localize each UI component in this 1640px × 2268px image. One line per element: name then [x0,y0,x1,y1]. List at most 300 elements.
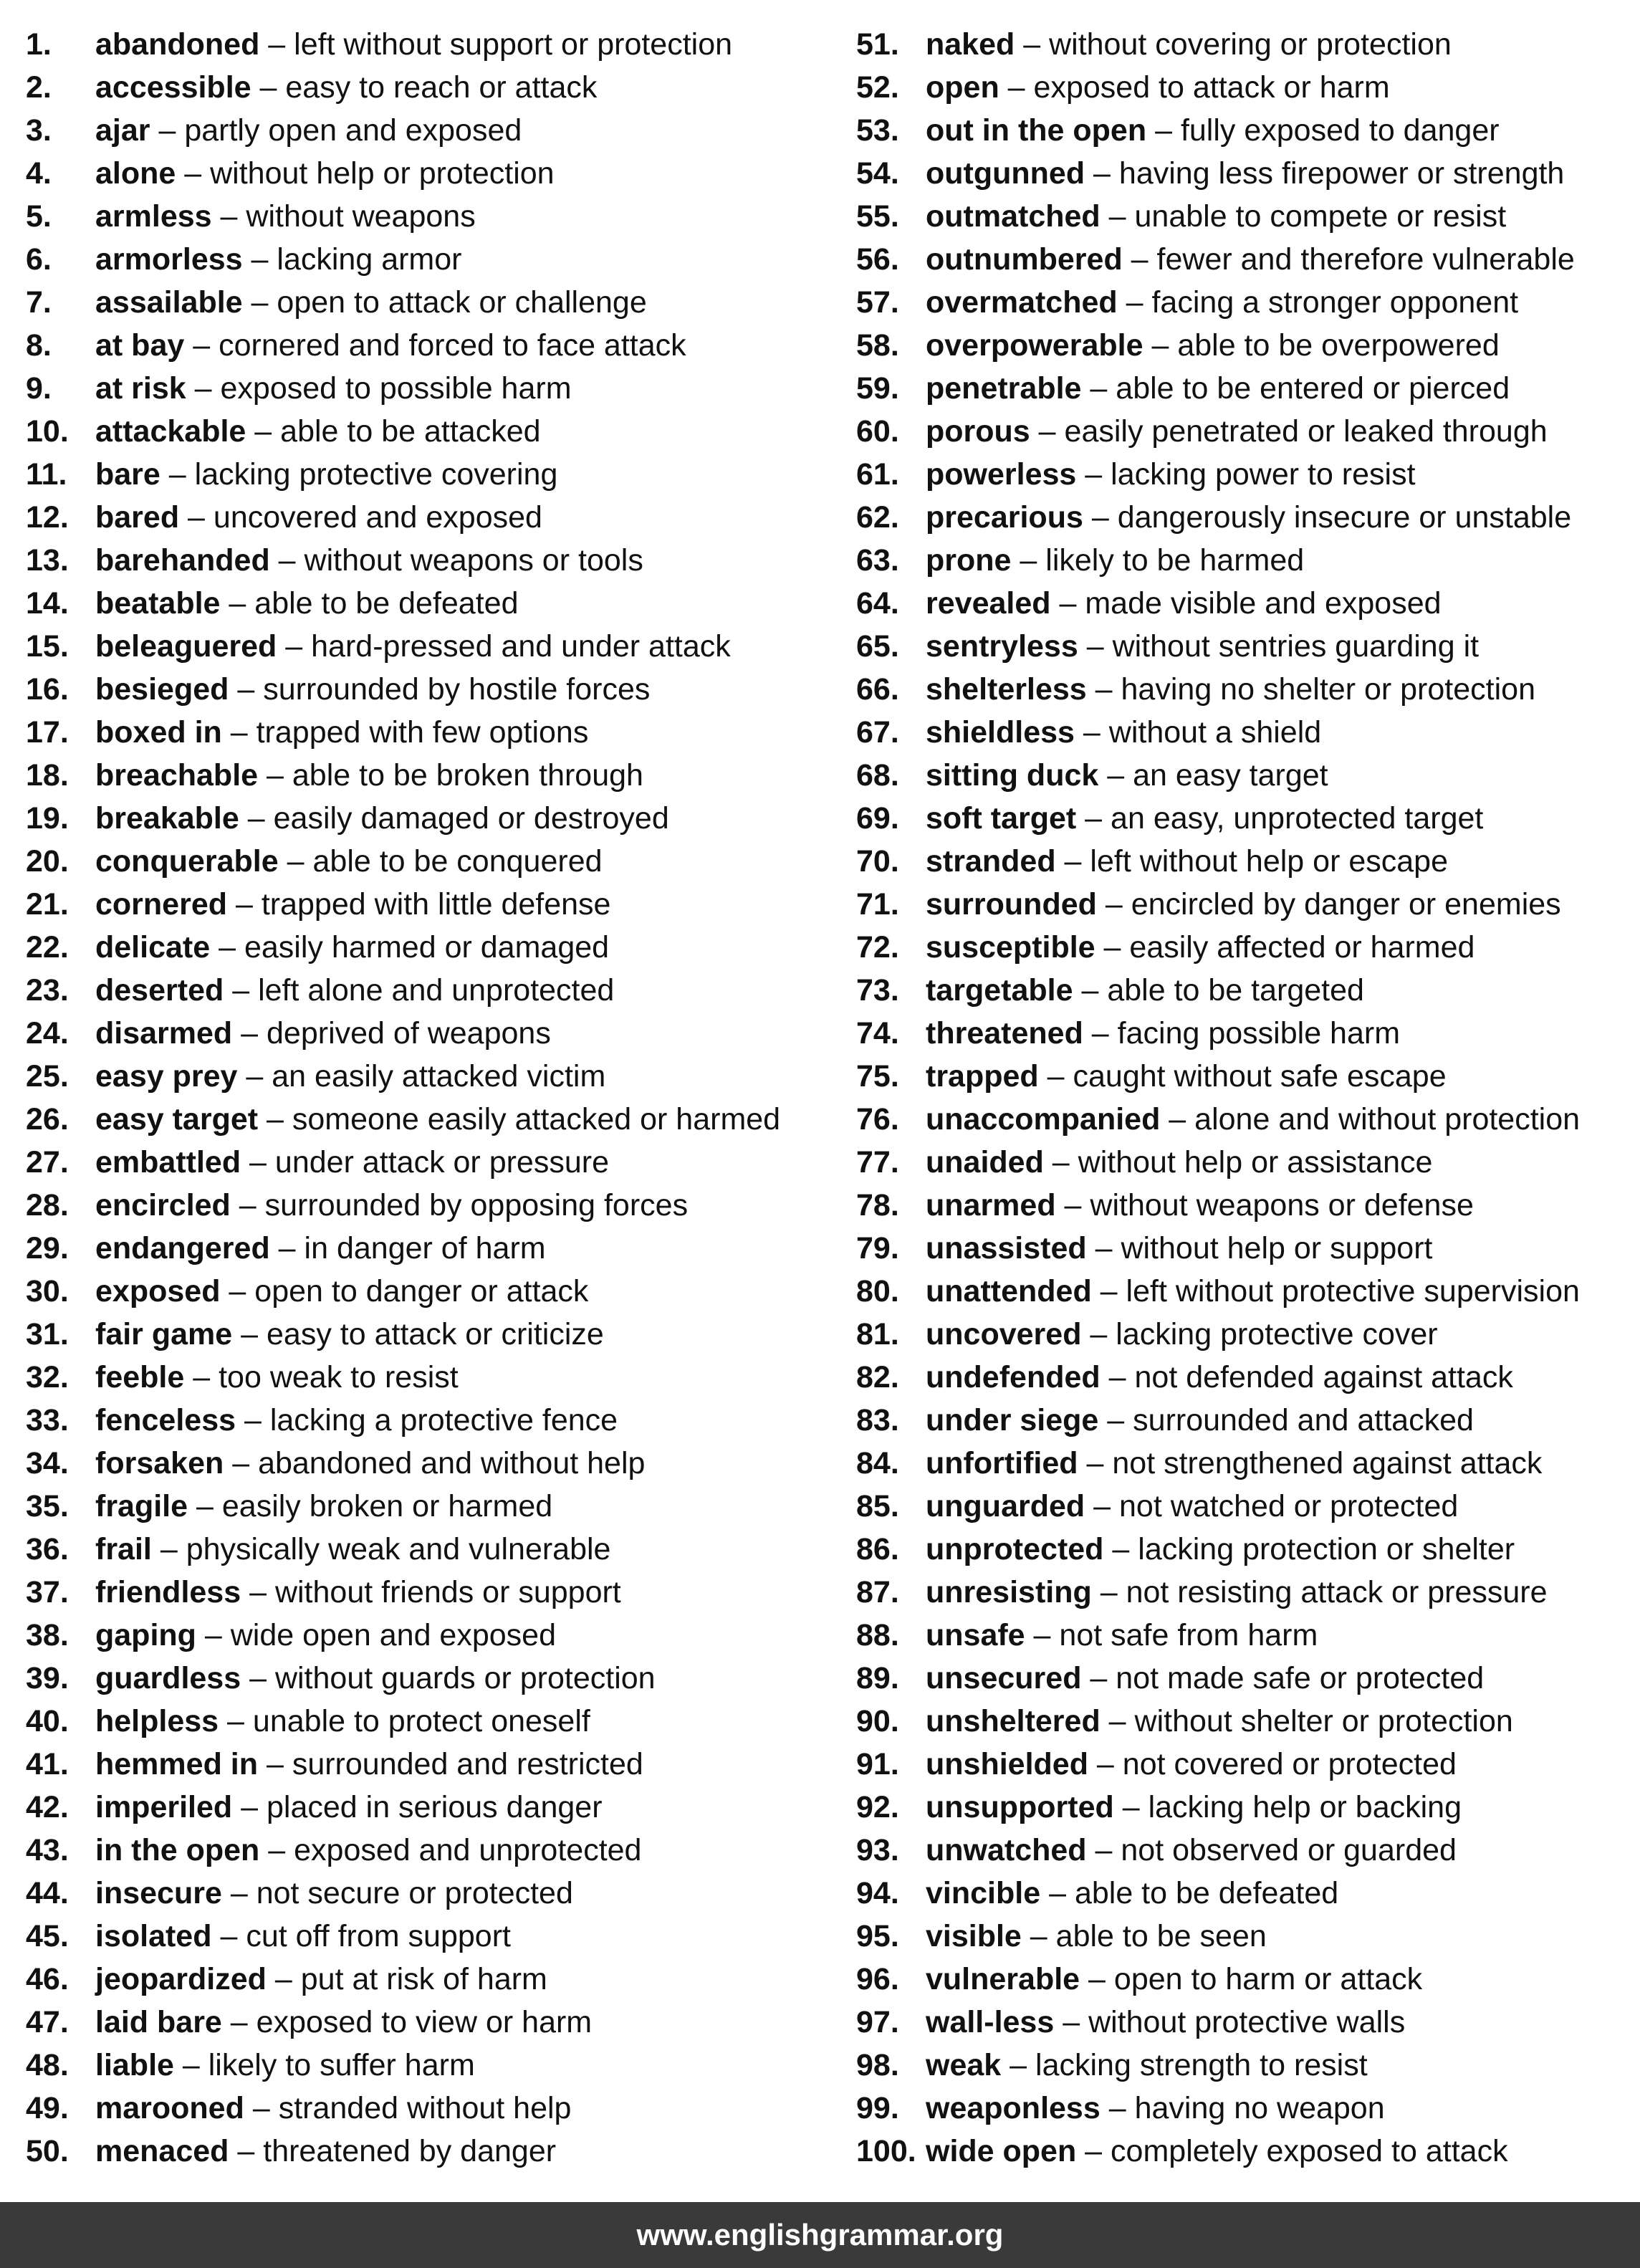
item-separator: – [269,543,304,578]
item-word: weaponless [926,2091,1100,2125]
item-number: 9. [26,371,52,406]
item-word: visible [926,1919,1022,1953]
item-separator: – [1030,414,1065,449]
item-word: powerless [926,457,1077,492]
item-definition: facing a stronger opponent [1151,285,1519,320]
list-item [856,453,1640,496]
item-word: helpless [95,1704,219,1738]
item-word: prone [926,543,1012,578]
item-separator: – [1081,1661,1116,1695]
item-definition: physically weak and vulnerable [186,1532,611,1566]
list-item [856,195,1640,238]
item-separator: – [230,1188,265,1222]
item-number: 46. [26,1962,69,1996]
item-word: attackable [95,414,246,449]
list-item [856,625,1640,668]
item-number: 59. [856,371,899,406]
list-item [26,324,843,367]
item-definition: trapped with few options [256,715,589,750]
item-word: penetrable [926,371,1082,406]
item-separator: – [184,328,219,363]
item-number: 60. [856,414,899,449]
item-number: 74. [856,1016,899,1051]
item-word: unfortified [926,1446,1078,1480]
item-number: 69. [856,801,899,836]
item-number: 40. [26,1704,69,1738]
item-number: 68. [856,758,899,793]
item-number: 55. [856,199,899,234]
list-item [26,238,843,281]
item-number: 63. [856,543,899,578]
item-definition: easy to reach or attack [285,70,598,105]
item-definition: lacking a protective fence [269,1403,618,1437]
item-word: easy prey [95,1059,238,1094]
item-separator: – [244,2091,279,2125]
list-item [856,1012,1640,1055]
item-word: naked [926,27,1015,62]
item-separator: – [1086,1833,1121,1867]
item-word: forsaken [95,1446,224,1480]
item-number: 97. [856,2005,899,2039]
item-definition: cut off from support [246,1919,511,1953]
item-definition: an easily attacked victim [272,1059,606,1094]
item-word: menaced [95,2134,229,2168]
item-word: delicate [95,930,211,965]
item-definition: surrounded by opposing forces [264,1188,689,1222]
item-word: at bay [95,328,185,363]
item-separator: – [259,27,294,62]
item-word: unwatched [926,1833,1087,1867]
item-separator: – [236,1403,270,1437]
item-number: 43. [26,1833,69,1867]
list-item [856,2044,1640,2087]
item-word: beleaguered [95,629,277,664]
item-definition: encircled by danger or enemies [1131,887,1561,922]
item-definition: trapped with little defense [261,887,611,922]
item-number: 78. [856,1188,899,1222]
list-item [856,1829,1640,1872]
item-number: 17. [26,715,69,750]
item-word: insecure [95,1876,222,1910]
item-number: 25. [26,1059,69,1094]
list-item [856,668,1640,711]
item-separator: – [1095,930,1130,965]
list-item [856,2130,1640,2173]
item-separator: – [229,672,264,707]
item-definition: placed in serious danger [266,1790,603,1824]
item-definition: able to be overpowered [1177,328,1500,363]
item-number: 61. [856,457,899,492]
item-word: easy target [95,1102,259,1137]
item-word: armless [95,199,212,234]
item-separator: – [1117,285,1152,320]
item-separator: – [278,844,313,879]
list-item [26,1270,843,1313]
item-word: stranded [926,844,1056,879]
item-separator: – [239,801,274,836]
item-definition: an easy target [1133,758,1328,793]
item-word: unsupported [926,1790,1114,1824]
item-number: 93. [856,1833,899,1867]
item-definition: exposed and unprotected [294,1833,642,1867]
item-definition: unable to compete or resist [1134,199,1507,234]
footer-url[interactable]: www.englishgrammar.org [636,2218,1004,2252]
item-separator: – [1054,2005,1089,2039]
item-definition: easily penetrated or leaked through [1064,414,1548,449]
list-item [26,668,843,711]
list-item [856,1915,1640,1958]
item-word: unarmed [926,1188,1056,1222]
item-definition: able to be broken through [292,758,643,793]
item-word: wall-less [926,2005,1055,2039]
item-separator: – [1011,543,1046,578]
item-definition: without help or assistance [1078,1145,1433,1180]
item-number: 22. [26,930,69,965]
list-item [26,582,843,625]
list-item [26,1872,843,1915]
item-number: 35. [26,1489,69,1523]
item-separator: – [1040,1876,1075,1910]
list-item [26,1227,843,1270]
list-item [26,711,843,754]
item-definition: surrounded and restricted [292,1747,643,1781]
item-definition: having less firepower or strength [1118,156,1565,191]
item-number: 27. [26,1145,69,1180]
list-item [26,1915,843,1958]
item-number: 85. [856,1489,899,1523]
item-separator: – [1091,1274,1126,1308]
item-number: 84. [856,1446,899,1480]
item-separator: – [1081,1317,1116,1351]
list-item [26,1141,843,1184]
item-word: feeble [95,1360,185,1394]
list-item [26,1743,843,1786]
list-item [856,883,1640,926]
item-definition: easy to attack or criticize [267,1317,604,1351]
item-separator: – [237,1059,272,1094]
item-definition: stranded without help [278,2091,572,2125]
item-definition: easily damaged or destroyed [273,801,669,836]
list-item [856,1485,1640,1528]
item-definition: able to be defeated [254,586,519,621]
item-separator: – [258,1747,292,1781]
item-definition: lacking protective cover [1116,1317,1438,1351]
list-item [26,281,843,324]
item-word: bare [95,457,160,492]
item-separator: – [1043,1145,1078,1180]
item-separator: – [1100,1704,1135,1738]
item-number: 28. [26,1188,69,1222]
item-separator: – [1122,242,1157,277]
item-separator: – [266,1962,301,1996]
item-word: sentryless [926,629,1078,664]
item-number: 50. [26,2134,69,2168]
item-word: exposed [95,1274,221,1308]
item-definition: left without help or escape [1090,844,1449,879]
item-number: 13. [26,543,69,578]
item-number: 24. [26,1016,69,1051]
item-number: 7. [26,285,52,320]
item-definition: unable to protect oneself [252,1704,590,1738]
list-item [856,1700,1640,1743]
item-separator: – [1083,1016,1118,1051]
item-word: targetable [926,973,1073,1008]
item-word: outnumbered [926,242,1123,277]
item-separator: – [1088,1747,1123,1781]
word-list [0,23,1640,2169]
item-number: 56. [856,242,899,277]
item-separator: – [241,1661,275,1695]
list-item [26,1528,843,1571]
list-item [856,367,1640,410]
item-definition: without sentries guarding it [1112,629,1480,664]
item-definition: in danger of harm [304,1231,546,1265]
list-item [856,711,1640,754]
item-number: 58. [856,328,899,363]
item-definition: left without support or protection [294,27,733,62]
item-number: 15. [26,629,69,664]
item-word: cornered [95,887,228,922]
item-separator: – [1100,1360,1135,1394]
item-word: armorless [95,242,243,277]
item-separator: – [221,2005,256,2039]
item-separator: – [186,371,221,406]
list-item [26,1958,843,2001]
list-item [26,23,843,66]
item-separator: – [1081,371,1116,406]
item-word: abandoned [95,27,260,62]
item-number: 48. [26,2048,69,2082]
list-item [856,496,1640,539]
item-word: surrounded [926,887,1097,922]
list-item [26,2130,843,2173]
item-word: at risk [95,371,186,406]
list-item [856,152,1640,195]
item-word: under siege [926,1403,1099,1437]
item-word: unresisting [926,1575,1092,1609]
item-separator: – [151,1532,186,1566]
word-list-column-right [856,23,1640,2173]
item-number: 37. [26,1575,69,1609]
item-word: liable [95,2048,174,2082]
item-number: 49. [26,2091,69,2125]
item-separator: – [1086,1231,1121,1265]
item-separator: – [1055,1188,1090,1222]
item-definition: easily harmed or damaged [244,930,610,965]
item-word: out in the open [926,113,1147,148]
item-word: friendless [95,1575,241,1609]
item-separator: – [210,930,244,965]
item-separator: – [1146,113,1181,148]
item-word: wide open [926,2134,1077,2168]
list-item [26,969,843,1012]
item-number: 99. [856,2091,899,2125]
item-separator: – [229,2134,264,2168]
item-word: barehanded [95,543,270,578]
item-word: sitting duck [926,758,1099,793]
list-item [856,1313,1640,1356]
list-item [26,926,843,969]
item-separator: – [1098,1403,1133,1437]
item-number: 86. [856,1532,899,1566]
item-word: susceptible [926,930,1095,965]
item-word: trapped [926,1059,1039,1094]
item-definition: lacking protective covering [194,457,558,492]
item-number: 89. [856,1661,899,1695]
item-definition: without help or support [1121,1231,1433,1265]
item-separator: – [232,1016,267,1051]
item-word: unaccompanied [926,1102,1161,1137]
item-definition: without help or protection [210,156,555,191]
item-separator: – [277,629,312,664]
item-word: soft target [926,801,1077,836]
item-number: 21. [26,887,69,922]
list-item [856,410,1640,453]
item-definition: without guards or protection [274,1661,656,1695]
item-word: embattled [95,1145,241,1180]
item-separator: – [221,715,256,750]
item-separator: – [211,199,246,234]
item-separator: – [173,2048,208,2082]
item-number: 32. [26,1360,69,1394]
item-number: 19. [26,801,69,836]
item-number: 92. [856,1790,899,1824]
list-item [26,1184,843,1227]
item-separator: – [160,457,195,492]
item-separator: – [1100,199,1135,234]
list-item [856,324,1640,367]
list-item [26,195,843,238]
item-definition: able to be defeated [1074,1876,1339,1910]
item-definition: exposed to attack or harm [1033,70,1390,105]
list-item [26,2044,843,2087]
list-item [26,410,843,453]
item-word: vincible [926,1876,1041,1910]
item-definition: an easy, unprotected target [1111,801,1484,836]
list-item [26,1012,843,1055]
item-word: alone [95,156,176,191]
list-item [856,2087,1640,2130]
item-definition: surrounded by hostile forces [263,672,651,707]
item-definition: lacking protection or shelter [1138,1532,1515,1566]
item-word: assailable [95,285,243,320]
item-separator: – [258,1102,292,1137]
item-number: 4. [26,156,52,191]
item-definition: someone easily attacked or harmed [292,1102,781,1137]
list-item [26,1571,843,1614]
item-word: besieged [95,672,229,707]
item-definition: without friends or support [274,1575,621,1609]
item-separator: – [1050,586,1085,621]
item-separator: – [227,887,262,922]
item-definition: fewer and therefore vulnerable [1156,242,1575,277]
item-separator: – [224,973,259,1008]
item-number: 51. [856,27,899,62]
item-word: threatened [926,1016,1083,1051]
item-word: vulnerable [926,1962,1080,1996]
item-number: 95. [856,1919,899,1953]
item-definition: hard-pressed and under attack [311,629,731,664]
item-word: precarious [926,500,1083,535]
item-separator: – [188,1489,222,1523]
item-word: unguarded [926,1489,1085,1523]
item-separator: – [1080,1962,1114,1996]
item-definition: open to harm or attack [1113,1962,1423,1996]
item-separator: – [1160,1102,1195,1137]
list-item [856,1657,1640,1700]
list-item [856,1958,1640,2001]
list-item [26,1442,843,1485]
item-definition: under attack or pressure [274,1145,609,1180]
item-word: in the open [95,1833,260,1867]
item-word: imperiled [95,1790,233,1824]
list-item [26,152,843,195]
item-separator: – [1078,1446,1113,1480]
item-number: 91. [856,1747,899,1781]
item-separator: – [241,1145,275,1180]
list-item [26,2087,843,2130]
list-item [26,367,843,410]
item-definition: made visible and exposed [1085,586,1442,621]
item-definition: deprived of weapons [267,1016,551,1051]
list-item [856,1399,1640,1442]
item-word: porous [926,414,1030,449]
item-number: 31. [26,1317,69,1351]
item-number: 34. [26,1446,69,1480]
item-separator: – [1096,887,1131,922]
item-word: unaided [926,1145,1044,1180]
item-separator: – [1038,1059,1073,1094]
item-separator: – [1085,1489,1119,1523]
item-number: 47. [26,2005,69,2039]
item-word: unprotected [926,1532,1104,1566]
list-item [856,1442,1640,1485]
item-number: 26. [26,1102,69,1137]
list-item [856,926,1640,969]
item-number: 72. [856,930,899,965]
item-definition: exposed to possible harm [220,371,572,406]
item-definition: caught without safe escape [1073,1059,1447,1094]
item-definition: facing possible harm [1117,1016,1401,1051]
item-definition: put at risk of harm [300,1962,547,1996]
item-word: unattended [926,1274,1092,1308]
item-number: 88. [856,1618,899,1652]
item-number: 1. [26,27,52,62]
item-separator: – [224,1446,259,1480]
item-word: unsafe [926,1618,1025,1652]
list-item [856,1528,1640,1571]
item-definition: lacking power to resist [1111,457,1416,492]
list-item [856,23,1640,66]
list-item [856,1571,1640,1614]
list-item [26,1399,843,1442]
item-separator: – [1001,2048,1036,2082]
list-item [856,238,1640,281]
item-word: encircled [95,1188,231,1222]
item-definition: without protective walls [1088,2005,1406,2039]
item-word: deserted [95,973,224,1008]
item-separator: – [246,414,281,449]
item-definition: left without protective supervision [1126,1274,1580,1308]
item-word: laid bare [95,2005,222,2039]
item-number: 77. [856,1145,899,1180]
item-number: 53. [856,113,899,148]
item-definition: alone and without protection [1194,1102,1581,1137]
item-number: 20. [26,844,69,879]
item-number: 45. [26,1919,69,1953]
item-number: 71. [856,887,899,922]
item-word: guardless [95,1661,241,1695]
